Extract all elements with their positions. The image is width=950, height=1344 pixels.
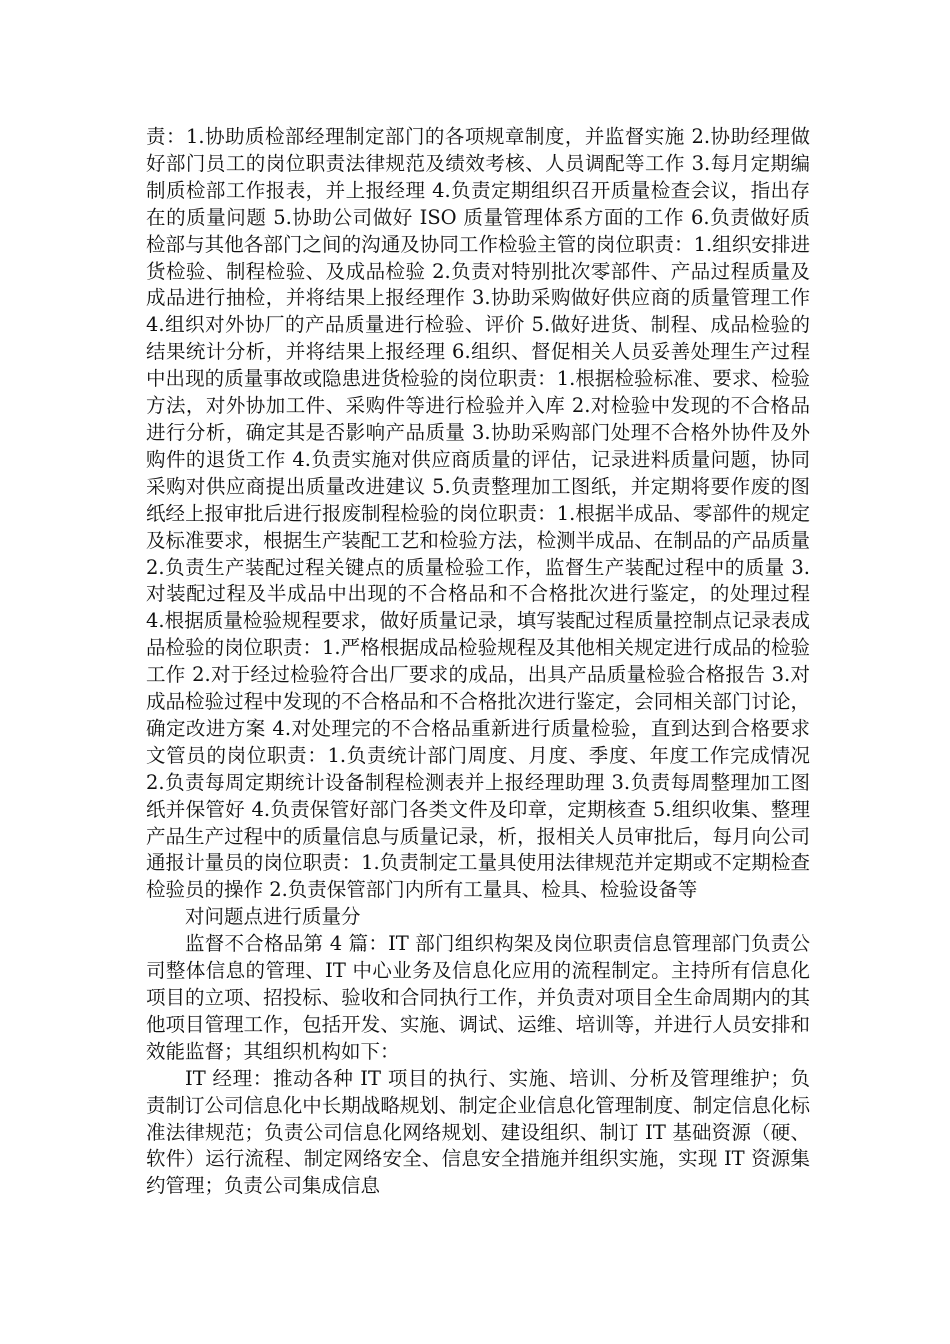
paragraph-it-manager: IT 经理：推动各种 IT 项目的执行、实施、培训、分析及管理维护；负责制订公司信息化中长期战略规划、制定企业信息化管理制度、制定信息化标准法律规范；负责公司信息化网络规划、建设组织、制订 IT 基础资源（硬、软件）运行流程、制定网络安全、信息安全措施并组织实施，实现 IT 资源集约管理；负责公司集成信息 (146, 1066, 810, 1198)
paragraph-job-duties: 责：1.协助质检部经理制定部门的各项规章制度，并监督实施 2.协助经理做好部门员工的岗位职责法律规范及绩效考核、人员调配等工作 3.每月定期编制质检部工作报表，并上报经理 4.负责定期组织召开质量检查会议，指出存在的质量问题 5.协助公司做好 ISO 质量管理体系方面的工作 6.负责做好质检部与其他各部门之间的沟通及协同工作检验主管的岗位职责：1.组织安排进货检验、制程检验、及成品检验 2.负责对特别批次零部件、产品过程质量及成品进行抽检，并将结果上报经理作 3.协助采购做好供应商的质量管理工作 4.组织对外协厂的产品质量进行检验、评价 5.做好进货、制程、成品检验的结果统计分析，并将结果上报经理 6.组织、督促相关人员妥善处理生产过程中出现的质量事故或隐患进货检验的岗位职责：1.根据检验标准、要求、检验方法，对外协加工件、采购件等进行检验并入库 2.对检验中发现的不合格品进行分析，确定其是否影响产品质量 3.协助采购部门处理不合格外协件及外购件的退货工作 4.负责实施对供应商质量的评估，记录进料质量问题，协同采购对供应商提出质量改进建议 5.负责整理加工图纸，并定期将要作废的图纸经上报审批后进行报废制程检验的岗位职责：1.根据半成品、零部件的规定及标准要求，根据生产装配工艺和检验方法，检测半成品、在制品的产品质量 2.负责生产装配过程关键点的质量检验工作，监督生产装配过程中的质量 3.对装配过程及半成品中出现的不合格品和不合格批次进行鉴定，的处理过程 4.根据质量检验规程要求，做好质量记录，填写装配过程质量控制点记录表成品检验的岗位职责：1.严格根据成品检验规程及其他相关规定进行成品的检验工作 2.对于经过检验符合出厂要求的成品，出具产品质量检验合格报告 3.对成品检验过程中发现的不合格品和不合格批次进行鉴定，会同相关部门讨论，确定改进方案 4.对处理完的不合格品重新进行质量检验，直到达到合格要求文管员的岗位职责：1.负责统计部门周度、月度、季度、年度工作完成情况 2.负责每周定期统计设备制程检测表并上报经理助理 3.负责每周整理加工图纸并保管好 4.负责保管好部门各类文件及印章，定期核查 5.组织收集、整理产品生产过程中的质量信息与质量记录，析，报相关人员审批后，每月向公司通报计量员的岗位职责：1.负责制定工量具使用法律规范并定期或不定期检查检验员的操作 2.负责保管部门内所有工量具、检具、检验设备等 (146, 125, 810, 902)
document-body (146, 124, 810, 1200)
paragraph-it-department: 监督不合格品第 4 篇：IT 部门组织构架及岗位职责信息管理部门负责公司整体信息的管理、IT 中心业务及信息化应用的流程制定。主持所有信息化项目的立项、招投标、验收和合同执行工作，并负责对项目全生命周期内的其他项目管理工作，包括开发、实施、调试、运维、培训等，并进行人员安排和效能监督；其组织机构如下： (146, 932, 810, 1063)
paragraph-quality-analysis: 对问题点进行质量分 (185, 905, 361, 929)
